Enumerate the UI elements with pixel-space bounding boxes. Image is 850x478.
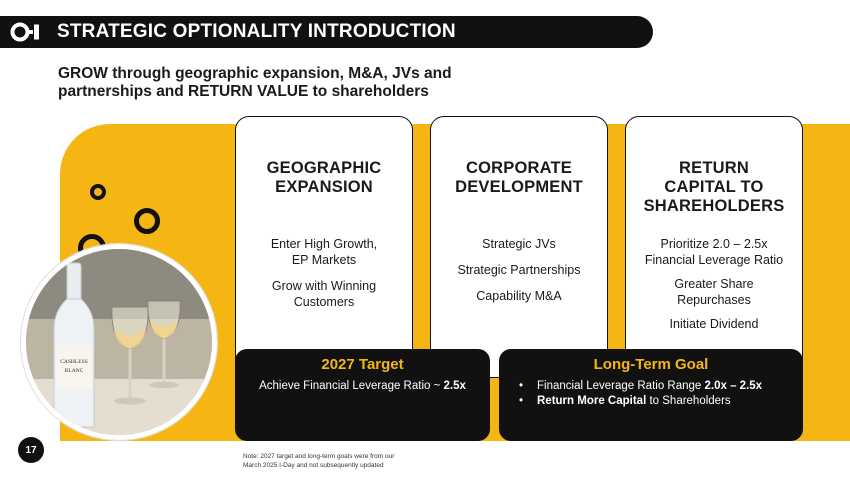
card-corporate-development <box>430 116 608 378</box>
card-items <box>236 236 412 320</box>
card-item-line: Initiate Dividend <box>669 317 759 331</box>
card-return-capital <box>625 116 803 378</box>
card-item <box>431 288 607 304</box>
target-text: Achieve Financial Leverage Ratio ~ <box>259 380 444 392</box>
goal-bullet-list <box>519 379 762 409</box>
card-title <box>431 159 607 197</box>
card-item-line: Prioritize 2.0 – 2.5x <box>660 237 768 251</box>
footnote-line-1: Note: 2027 target and long-term goals were from our <box>243 453 395 460</box>
card-item-line: Repurchases <box>677 293 751 307</box>
card-title-line: EXPANSION <box>275 178 373 196</box>
decorative-ring-medium <box>134 208 160 234</box>
card-geographic-expansion <box>235 116 413 378</box>
bullet-icon: • <box>519 395 524 407</box>
card-title-line: RETURN <box>679 159 749 177</box>
card-title-line: GEOGRAPHIC <box>266 159 382 177</box>
subtitle <box>58 65 518 101</box>
wine-illustration <box>26 249 212 435</box>
card-title-line: SHAREHOLDERS <box>643 197 785 215</box>
card-title <box>236 159 412 197</box>
o-i-logo-icon <box>10 22 44 42</box>
bullet-icon: • <box>519 380 524 392</box>
bottle-label-line-1: CASHLESS <box>60 359 88 365</box>
footnote <box>243 452 433 470</box>
card-title-line: DEVELOPMENT <box>455 178 583 196</box>
card-item-line: Strategic JVs <box>482 237 556 251</box>
subtitle-line-2: partnerships and RETURN VALUE to shareholders <box>58 83 429 100</box>
target-box <box>235 349 490 441</box>
goal-bullet-text <box>537 379 762 394</box>
goal-bullet <box>519 379 762 394</box>
card-item <box>431 236 607 252</box>
card-item <box>236 236 412 268</box>
card-item-line: Enter High Growth, <box>270 237 378 251</box>
card-item-line: EP Markets <box>291 253 357 267</box>
card-item-line: Greater Share <box>674 277 754 291</box>
page-title: STRATEGIC OPTIONALITY INTRODUCTION <box>57 21 456 42</box>
card-item-line: Grow with Winning <box>271 279 377 293</box>
subtitle-line-1: GROW through geographic expansion, M&A, JVs and <box>58 65 452 82</box>
card-title-line: CAPITAL TO <box>664 178 764 196</box>
card-title <box>626 159 802 216</box>
card-item-line: Customers <box>293 295 355 309</box>
goal-bullet-plain: to Shareholders <box>646 395 731 407</box>
card-item-line: Capability M&A <box>476 289 562 303</box>
card-items <box>431 236 607 314</box>
card-title-line: CORPORATE <box>466 159 572 177</box>
card-item <box>626 276 802 308</box>
goal-bullet-text <box>537 394 731 409</box>
goal-bullet-bold: Return More Capital <box>537 395 647 407</box>
card-item <box>236 278 412 310</box>
target-box-title: 2027 Target <box>321 356 404 373</box>
bottle-label-line-2: BLANC <box>64 368 84 374</box>
goal-bullet-bold: 2.0x – 2.5x <box>704 380 763 392</box>
card-items <box>626 236 802 340</box>
footnote-line-2: March 2025 I-Day and not subsequently updated <box>243 462 384 469</box>
target-box-line <box>235 379 490 394</box>
goal-bullet <box>519 394 762 409</box>
goal-bullet-plain: Financial Leverage Ratio Range <box>537 380 705 392</box>
card-item-line: Financial Leverage Ratio <box>644 253 784 267</box>
goal-box-title: Long-Term Goal <box>593 356 709 373</box>
decorative-ring-small <box>90 184 106 200</box>
wine-photo <box>21 244 217 440</box>
card-item <box>431 262 607 278</box>
target-value: 2.5x <box>443 380 466 392</box>
page-number: 17 <box>18 437 44 463</box>
goal-box <box>499 349 803 441</box>
card-item-line: Strategic Partnerships <box>457 263 581 277</box>
header-bar <box>0 16 653 48</box>
card-item <box>626 236 802 268</box>
card-item <box>626 316 802 332</box>
